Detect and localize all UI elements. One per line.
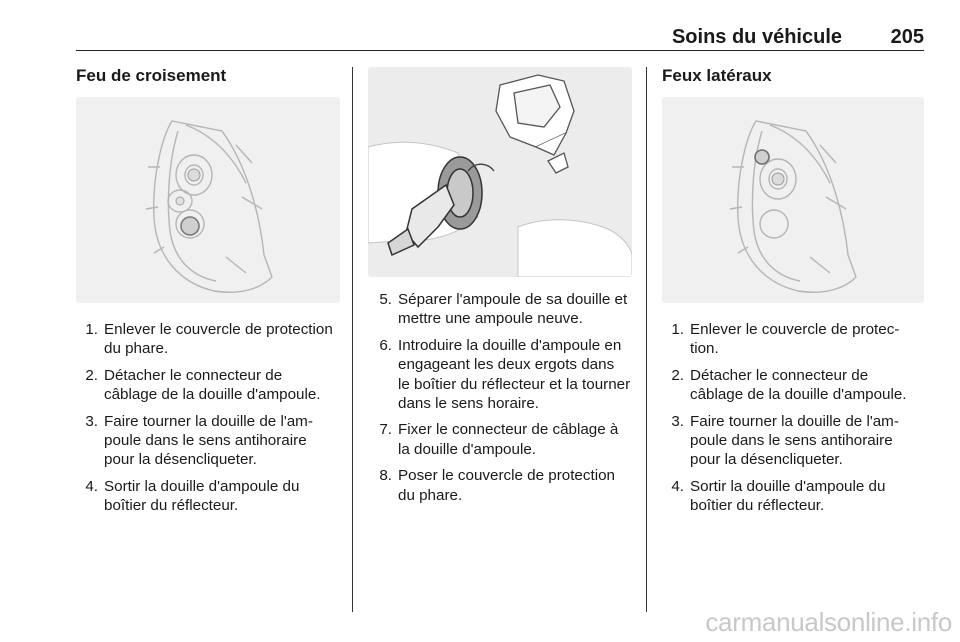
list-item: 4. Sortir la douille d'ampoule du boîtier du réflecteur. (78, 477, 346, 516)
step-number: 6. (379, 336, 392, 354)
list-item: 1. Enlever le couvercle de protection du phare. (78, 320, 346, 359)
step-number: 5. (379, 291, 392, 308)
list-item: 1. Enlever le couvercle de protec- tion. (664, 320, 934, 359)
step-number: 4. (671, 477, 684, 495)
step-number: 7. (379, 421, 392, 439)
hand-with-bulb-image (368, 67, 632, 277)
section-title-low-beam: Feu de croisement (76, 66, 227, 85)
list-item: 4. Sortir la douille d'ampoule du boîtier du réflecteur. (664, 477, 934, 516)
column-divider-right (646, 67, 647, 612)
step-number: 4. (85, 477, 98, 495)
right-steps-list (664, 320, 934, 523)
step-number: 2. (85, 366, 98, 384)
page-header (76, 26, 924, 51)
list-item: 7. Fixer le connecteur de câblage à la douille d'ampoule. (372, 420, 642, 459)
headlamp-rear-image (76, 97, 340, 303)
left-steps-list (78, 320, 346, 523)
list-item: 8. Poser le couvercle de protection du phare. (372, 466, 642, 505)
headlamp-rear-image-side (662, 97, 924, 303)
list-item: 2. Détacher le connecteur de câblage de la douille d'ampoule. (78, 366, 346, 405)
step-number: 2. (671, 366, 684, 384)
column-divider-left (352, 67, 353, 612)
list-item: 6. Introduire la douille d'ampoule en engageant les deux ergots dans le boîtier du réflecteur et la tourner dans le sens horaire. (372, 336, 642, 414)
list-item: 3. Faire tourner la douille de l'am- poule dans le sens antihoraire pour la désencliqueter. (664, 412, 934, 470)
list-item: 2. Détacher le connecteur de câblage de la douille d'ampoule. (664, 366, 934, 405)
watermark: carmanualsonline.info (705, 607, 952, 637)
list-item: 3. Faire tourner la douille de l'am- poule dans le sens antihoraire pour la désencliqueter. (78, 412, 346, 470)
step-number: 8. (379, 467, 392, 485)
middle-steps-list (372, 290, 642, 512)
side-light-illustration (662, 97, 924, 303)
step-number: 3. (671, 412, 684, 430)
headlamp-low-beam-illustration (76, 97, 340, 303)
section-title-side-lights: Feux latéraux (662, 66, 772, 85)
chapter-title: Soins du véhicule (671, 26, 842, 48)
step-number: 1. (671, 321, 684, 338)
page-number: 205 (890, 26, 924, 48)
step-number: 3. (85, 412, 98, 430)
list-item: 5. Séparer l'ampoule de sa douille et mettre une ampoule neuve. (372, 290, 642, 329)
step-number: 1. (85, 321, 98, 338)
bulb-replacement-illustration (368, 67, 632, 277)
